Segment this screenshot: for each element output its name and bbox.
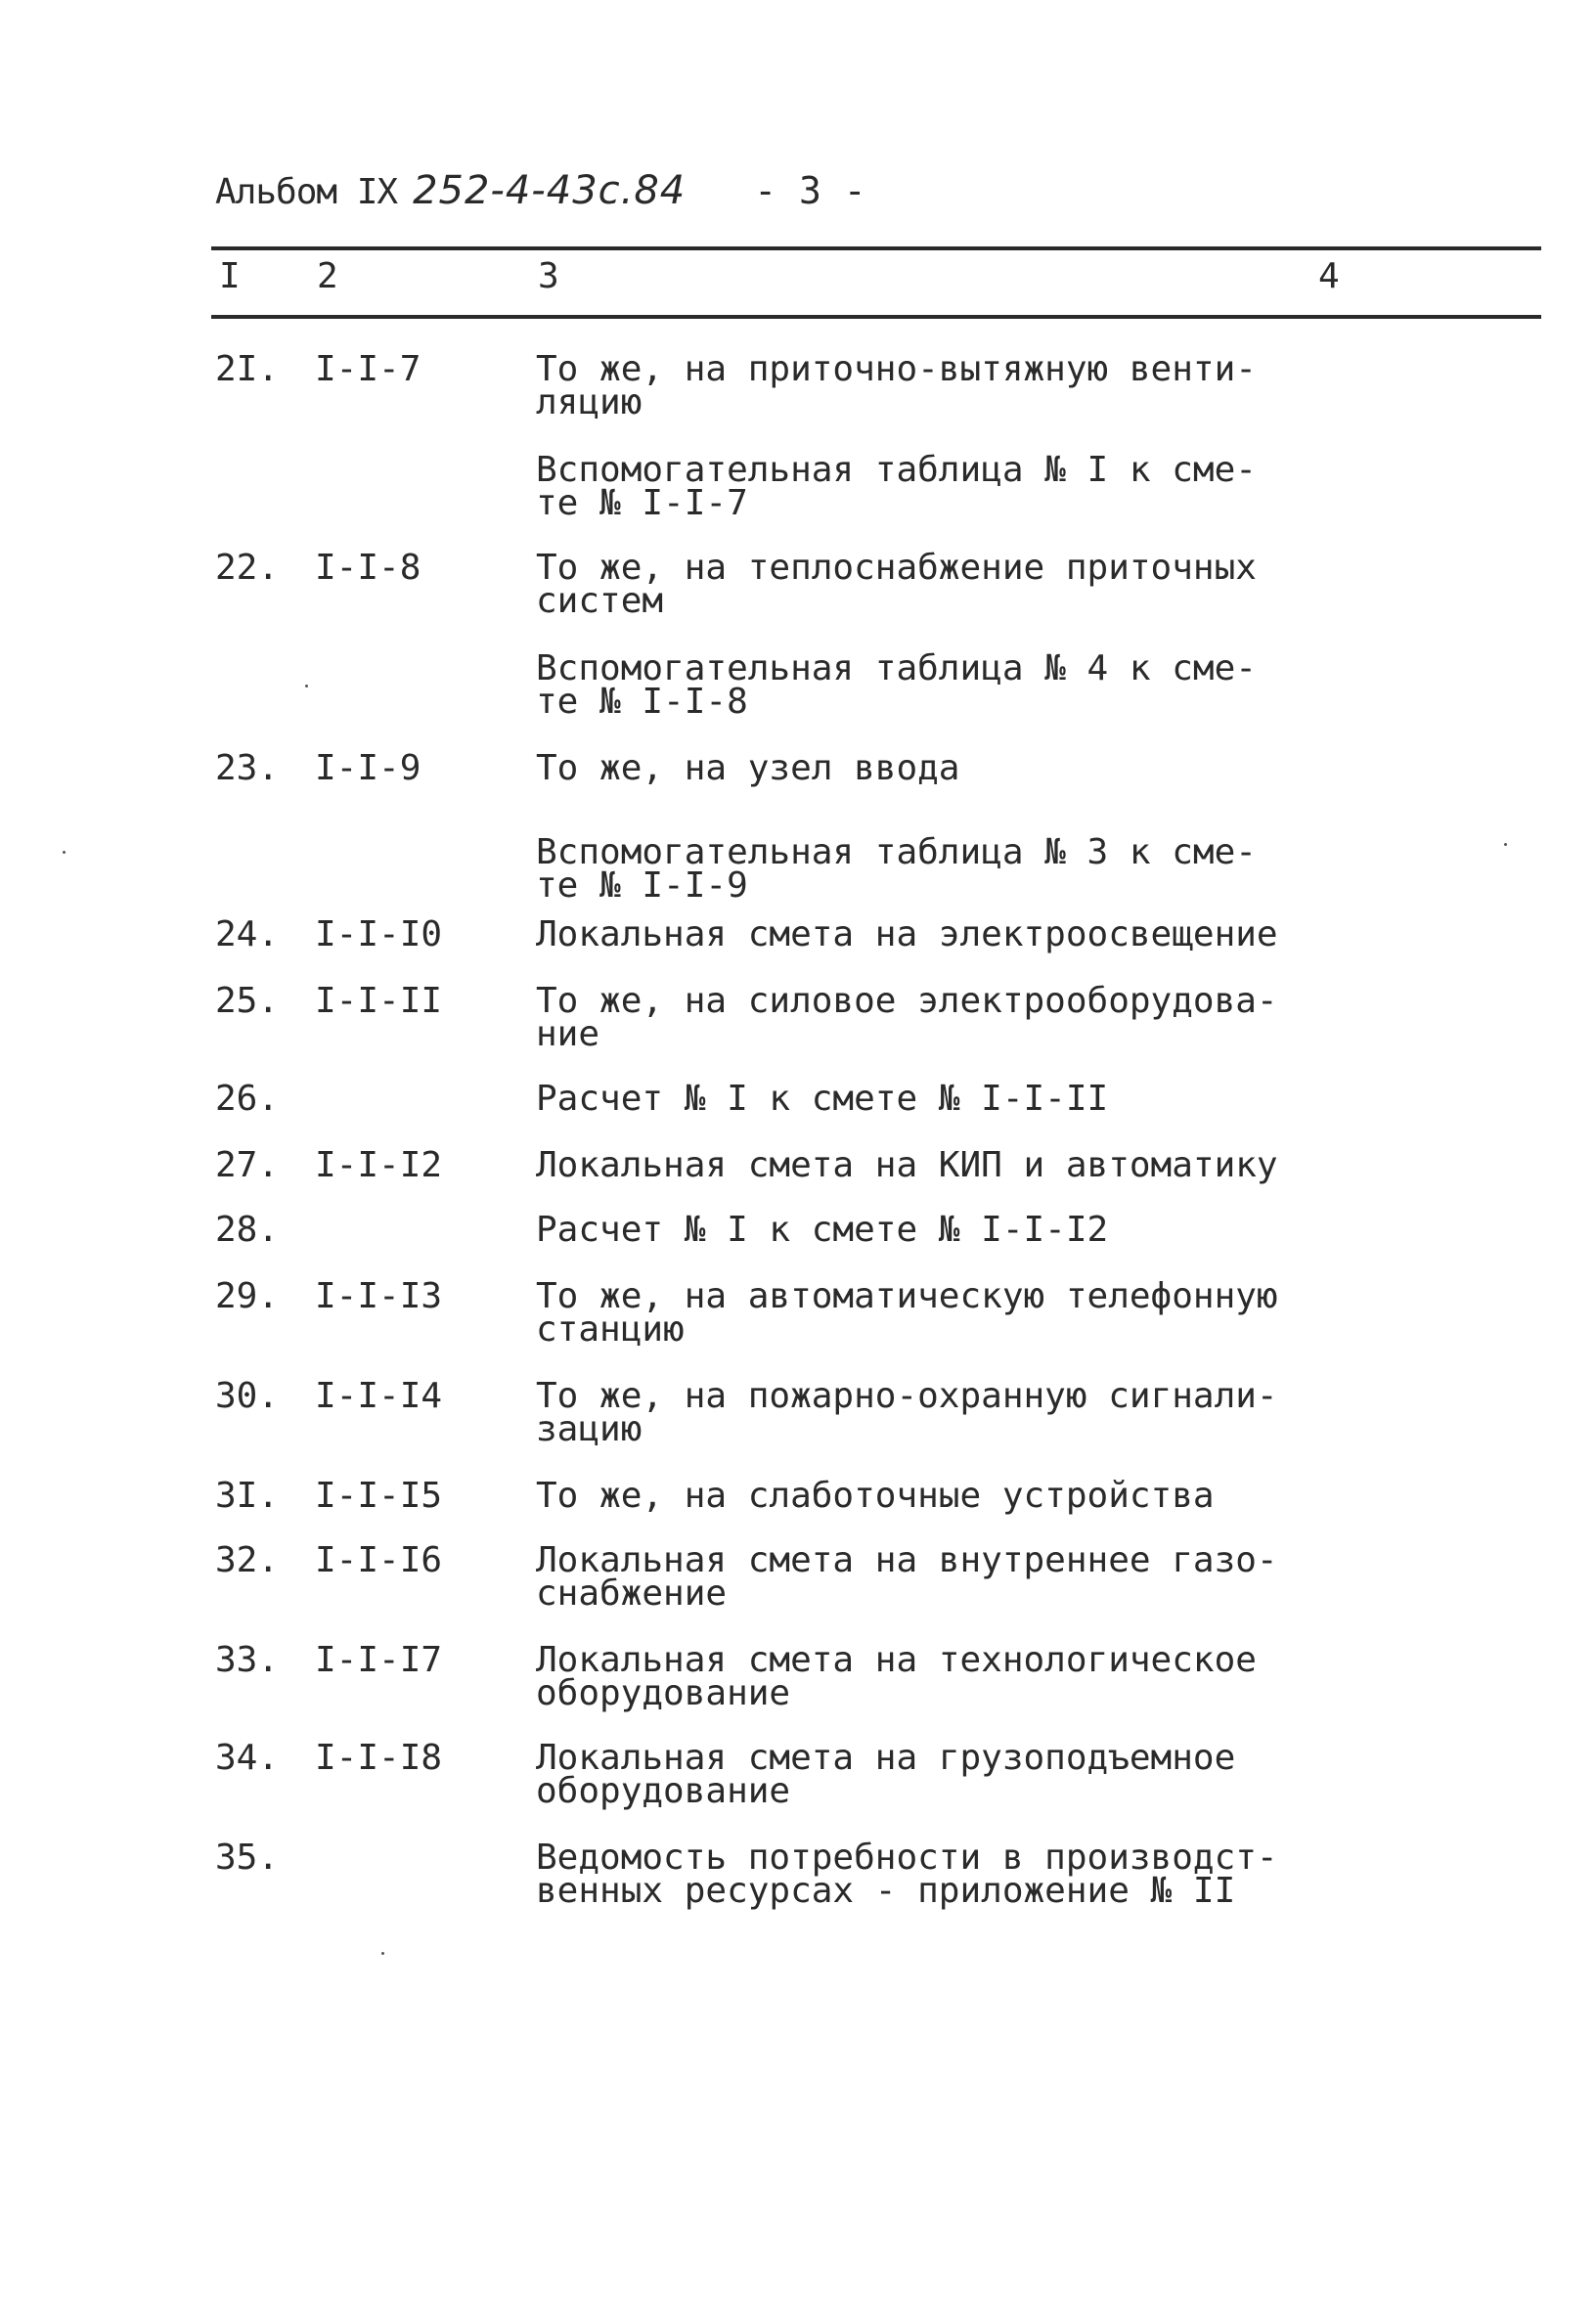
- page-header: [215, 168, 866, 213]
- row-number: 35.: [215, 1838, 280, 1878]
- row-description-line: То же, на узел ввода: [536, 748, 960, 788]
- row-number: 29.: [215, 1276, 280, 1316]
- row-description-line: Вспомогательная таблица № 3 к сме-: [536, 832, 1257, 872]
- row-number: 25.: [215, 981, 280, 1021]
- row-description-line: Расчет № I к смете № I-I-I2: [536, 1210, 1109, 1250]
- row-description-line: венных ресурсах - приложение № II: [536, 1871, 1236, 1911]
- row-description-line: Ведомость потребности в производст-: [536, 1838, 1278, 1878]
- row-description-line: Локальная смета на технологическое: [536, 1640, 1257, 1680]
- row-description-line: Локальная смета на КИП и автоматику: [536, 1145, 1278, 1185]
- row-number: 3I.: [215, 1476, 280, 1516]
- row-description-line: Локальная смета на грузоподъемное: [536, 1738, 1236, 1778]
- row-code: I-I-I5: [315, 1476, 443, 1516]
- row-code: I-I-I2: [315, 1145, 443, 1185]
- row-number: 33.: [215, 1640, 280, 1680]
- row-number: 30.: [215, 1376, 280, 1416]
- scan-speck: [381, 1952, 384, 1955]
- row-code: I-I-I8: [315, 1738, 443, 1778]
- row-description-line: Локальная смета на внутреннее газо-: [536, 1540, 1278, 1580]
- row-description-line: То же, на пожарно-охранную сигнали-: [536, 1376, 1278, 1416]
- row-code: I-I-II: [315, 981, 443, 1021]
- row-description-line: станцию: [536, 1309, 685, 1350]
- row-number: 34.: [215, 1738, 280, 1778]
- page-number: - 3 -: [754, 169, 866, 212]
- row-number: 27.: [215, 1145, 280, 1185]
- table-header-rule: [211, 315, 1541, 319]
- row-number: 23.: [215, 748, 280, 788]
- scan-speck: [1504, 843, 1507, 846]
- row-description-line: ние: [536, 1014, 600, 1054]
- row-description-line: оборудование: [536, 1673, 791, 1713]
- row-description-line: То же, на приточно-вытяжную венти-: [536, 349, 1257, 389]
- row-description-line: те № I-I-8: [536, 682, 748, 722]
- scan-speck: [63, 851, 66, 854]
- column-header-1: I: [219, 256, 241, 296]
- row-description-line: Локальная смета на электроосвещение: [536, 914, 1278, 954]
- scan-speck: [305, 685, 308, 687]
- row-description-line: ляцию: [536, 382, 643, 422]
- column-header-3: 3: [538, 256, 559, 296]
- column-header-4: 4: [1318, 256, 1340, 296]
- row-code: I-I-I6: [315, 1540, 443, 1580]
- row-number: 22.: [215, 548, 280, 588]
- row-description-line: те № I-I-7: [536, 483, 748, 523]
- row-description-line: То же, на автоматическую телефонную: [536, 1276, 1278, 1316]
- row-description-line: оборудование: [536, 1771, 791, 1811]
- row-description-line: те № I-I-9: [536, 865, 748, 906]
- row-description-line: Расчет № I к смете № I-I-II: [536, 1079, 1109, 1119]
- row-description-line: снабжение: [536, 1573, 728, 1614]
- album-label: Альбом IX: [215, 172, 398, 212]
- row-description-line: То же, на слаботочные устройства: [536, 1476, 1215, 1516]
- row-code: I-I-I0: [315, 914, 443, 954]
- row-description-line: Вспомогательная таблица № 4 к сме-: [536, 648, 1257, 688]
- album-number: 252-4-43с.84: [413, 168, 687, 213]
- row-description-line: зацию: [536, 1409, 643, 1449]
- row-number: 2I.: [215, 349, 280, 389]
- row-description-line: Вспомогательная таблица № I к сме-: [536, 450, 1257, 490]
- column-header-2: 2: [317, 256, 338, 296]
- row-number: 26.: [215, 1079, 280, 1119]
- row-description-line: То же, на силовое электрооборудова-: [536, 981, 1278, 1021]
- row-code: I-I-8: [315, 548, 421, 588]
- row-number: 32.: [215, 1540, 280, 1580]
- row-description-line: То же, на теплоснабжение приточных: [536, 548, 1257, 588]
- row-description-line: систем: [536, 581, 664, 621]
- row-number: 24.: [215, 914, 280, 954]
- row-code: I-I-7: [315, 349, 421, 389]
- row-number: 28.: [215, 1210, 280, 1250]
- row-code: I-I-I7: [315, 1640, 443, 1680]
- row-code: I-I-I3: [315, 1276, 443, 1316]
- row-code: I-I-9: [315, 748, 421, 788]
- table-top-rule: [211, 246, 1541, 250]
- row-code: I-I-I4: [315, 1376, 443, 1416]
